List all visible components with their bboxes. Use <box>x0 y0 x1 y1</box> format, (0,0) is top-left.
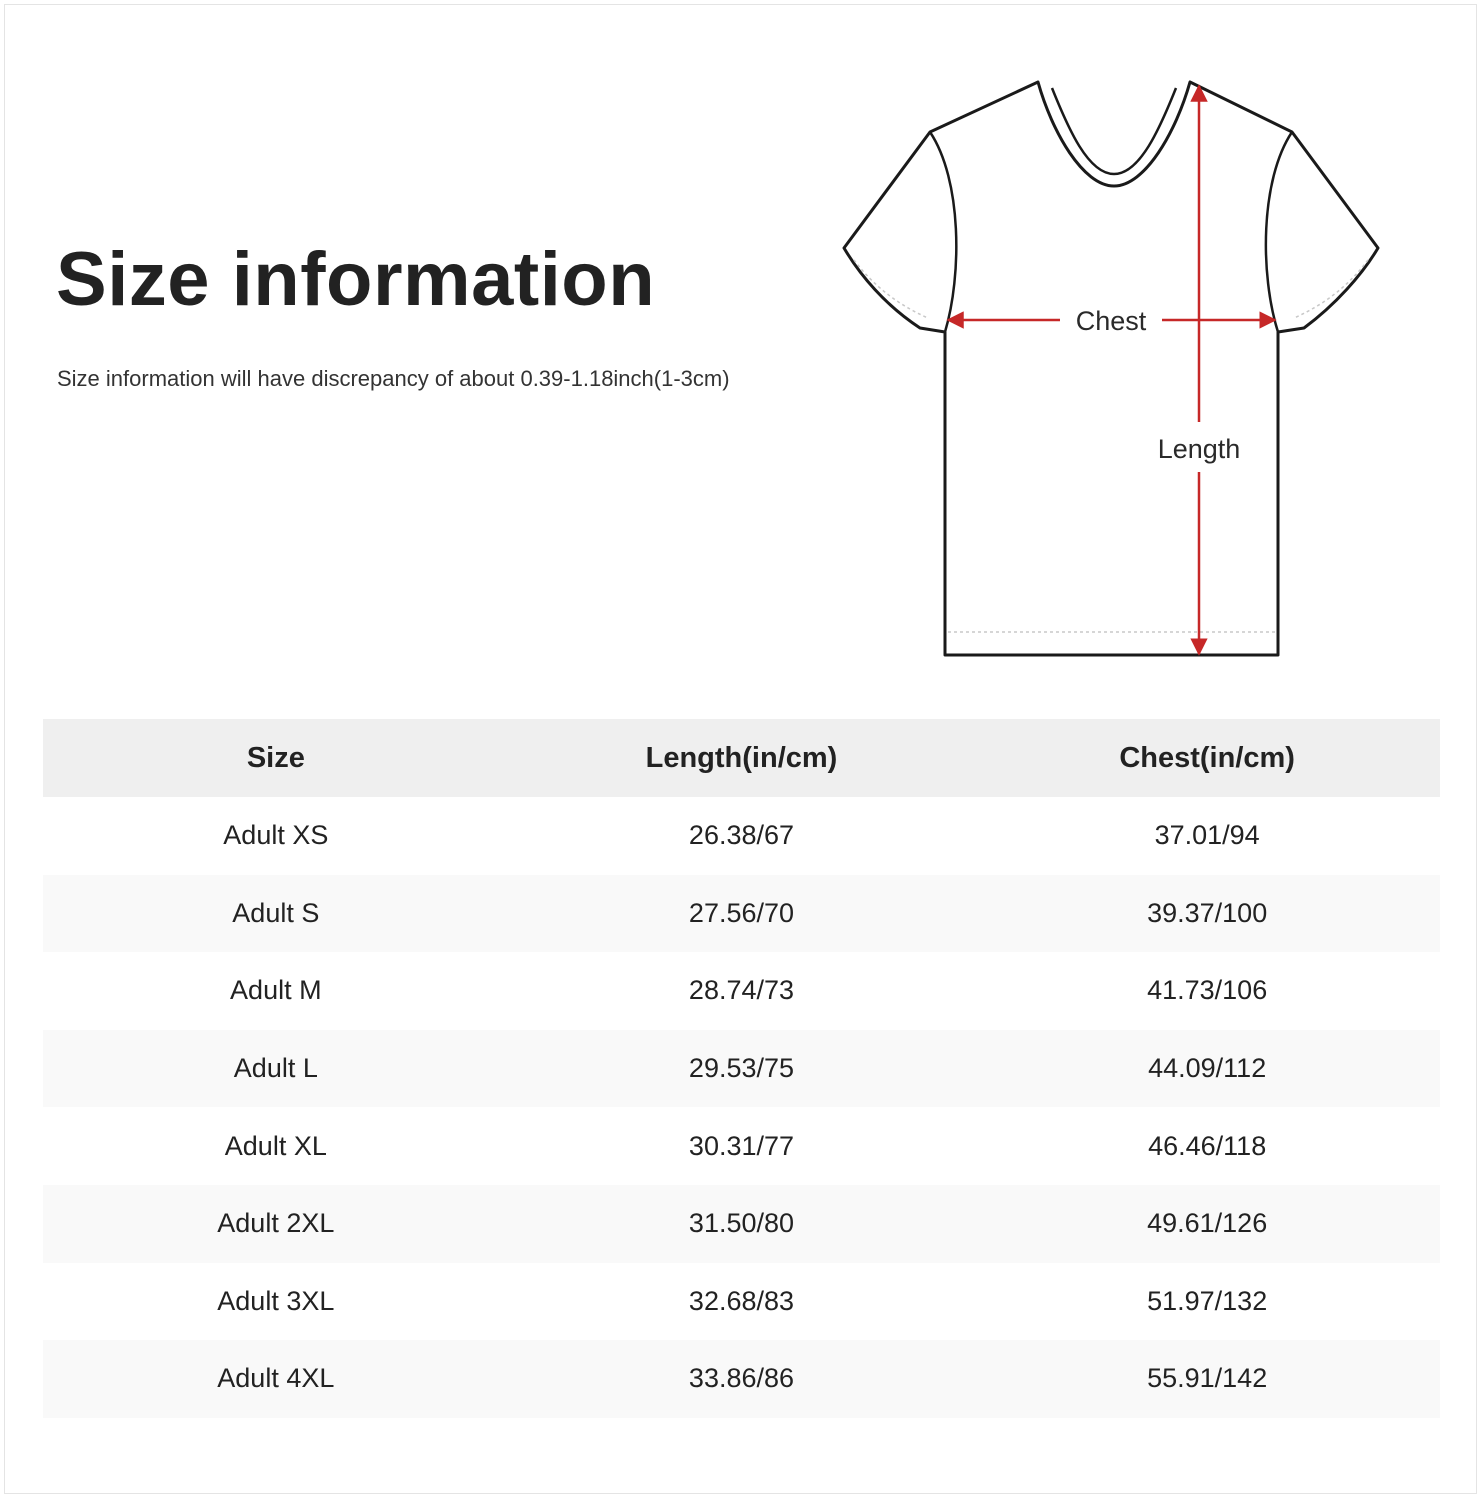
size-cell: Adult XL <box>224 1130 327 1161</box>
length-cell: 27.56/70 <box>688 897 795 928</box>
length-cell: 32.68/83 <box>688 1285 795 1316</box>
length-cell: 31.50/80 <box>688 1208 795 1239</box>
size-cell: Adult S <box>232 897 320 928</box>
chest-cell: 51.97/132 <box>1147 1285 1268 1316</box>
chest-cell: 46.46/118 <box>1148 1130 1267 1161</box>
tshirt-diagram <box>830 70 1400 670</box>
chest-cell: 39.37/100 <box>1147 897 1268 928</box>
discrepancy-note: Size information will have discrepancy of about 0.39-1.18inch(1-3cm) <box>57 366 730 391</box>
tshirt-svg <box>830 70 1400 670</box>
chest-cell: 37.01/94 <box>1154 820 1260 851</box>
chest-cell: 44.09/112 <box>1148 1053 1267 1084</box>
header-chest: Chest(in/cm) <box>1119 741 1295 774</box>
table-row <box>43 1340 1440 1418</box>
chest-cell: 49.61/126 <box>1147 1208 1268 1239</box>
chest-label: Chest <box>1075 306 1147 336</box>
length-cell: 29.53/75 <box>688 1053 795 1084</box>
table-row <box>43 952 1440 1030</box>
size-cell: Adult 3XL <box>217 1285 335 1316</box>
table-row <box>43 1185 1440 1263</box>
size-cell: Adult M <box>230 975 322 1006</box>
table-row <box>43 1263 1440 1341</box>
header-size: Size <box>246 741 305 774</box>
size-cell: Adult L <box>233 1053 318 1084</box>
length-label: Length <box>1157 434 1241 464</box>
chest-cell: 55.91/142 <box>1147 1363 1268 1394</box>
length-cell: 33.86/86 <box>688 1363 795 1394</box>
header-length: Length(in/cm) <box>645 741 838 774</box>
size-cell: Adult 4XL <box>217 1363 335 1394</box>
table-header-row <box>43 719 1440 797</box>
page-title: Size information <box>56 237 656 322</box>
table-row <box>43 875 1440 953</box>
size-cell: Adult XS <box>223 820 329 851</box>
chest-cell: 41.73/106 <box>1147 975 1268 1006</box>
size-table <box>43 719 1440 1418</box>
length-cell: 28.74/73 <box>688 975 795 1006</box>
length-cell: 26.38/67 <box>688 820 795 851</box>
length-cell: 30.31/77 <box>688 1130 795 1161</box>
tshirt-outline-icon <box>844 82 1378 655</box>
table-row <box>43 1107 1440 1185</box>
table-row <box>43 797 1440 875</box>
size-cell: Adult 2XL <box>217 1208 335 1239</box>
table-row <box>43 1030 1440 1108</box>
